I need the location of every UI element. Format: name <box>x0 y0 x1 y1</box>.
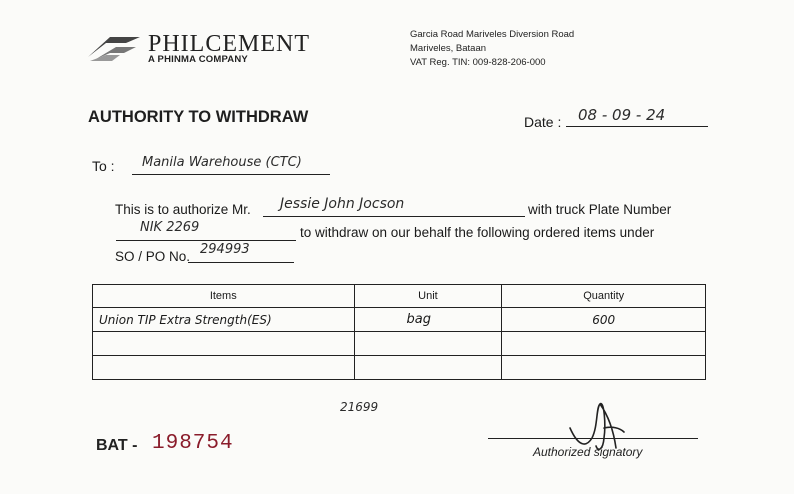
company-subtitle: A PHINMA COMPANY <box>148 54 248 65</box>
table-header-row <box>93 285 706 308</box>
table-row <box>93 356 706 380</box>
philcement-logo-icon <box>86 33 142 63</box>
authorized-name: Jessie John Jocson <box>280 196 405 212</box>
bat-label: BAT - <box>96 437 138 454</box>
to-label: To : <box>92 158 115 174</box>
signature-label: Authorized signatory <box>533 445 643 459</box>
withdraw-text: to withdraw on our behalf the following ordered items under <box>300 225 655 240</box>
item-cell <box>93 332 355 356</box>
address-line-2: Mariveles, Bataan <box>410 43 487 54</box>
quantity-cell <box>502 356 706 380</box>
authorize-prefix: This is to authorize Mr. <box>115 202 251 217</box>
bat-serial-number: 198754 <box>152 432 234 455</box>
so-po-label: SO / PO No. <box>115 249 191 264</box>
items-table <box>92 284 706 380</box>
header-unit: Unit <box>354 285 502 308</box>
unit-cell: bag <box>354 308 502 332</box>
signature-line <box>488 424 698 439</box>
authorize-suffix: with truck Plate Number <box>528 202 672 217</box>
unit-cell <box>354 356 502 380</box>
company-name: PHILCEMENT <box>148 31 310 57</box>
document-title: AUTHORITY TO WITHDRAW <box>88 108 309 126</box>
plate-value: NIK 2269 <box>140 220 200 235</box>
to-value: Manila Warehouse (CTC) <box>142 155 302 170</box>
vat-number: VAT Reg. TIN: 009-828-206-000 <box>410 57 546 68</box>
date-label: Date : <box>524 114 562 130</box>
address-line-1: Garcia Road Mariveles Diversion Road <box>410 29 575 40</box>
quantity-cell: 600 <box>502 308 706 332</box>
item-cell: Union TIP Extra Strength(ES) <box>93 308 355 332</box>
company-address <box>410 28 574 70</box>
handwritten-note: 21699 <box>340 400 379 414</box>
table-row <box>93 332 706 356</box>
header-items: Items <box>93 285 355 308</box>
date-value: 08 - 09 - 24 <box>578 106 666 124</box>
quantity-cell <box>502 332 706 356</box>
header-quantity: Quantity <box>502 285 706 308</box>
table-row <box>93 308 706 332</box>
unit-cell <box>354 332 502 356</box>
so-po-value: 294993 <box>200 242 250 257</box>
item-cell <box>93 356 355 380</box>
